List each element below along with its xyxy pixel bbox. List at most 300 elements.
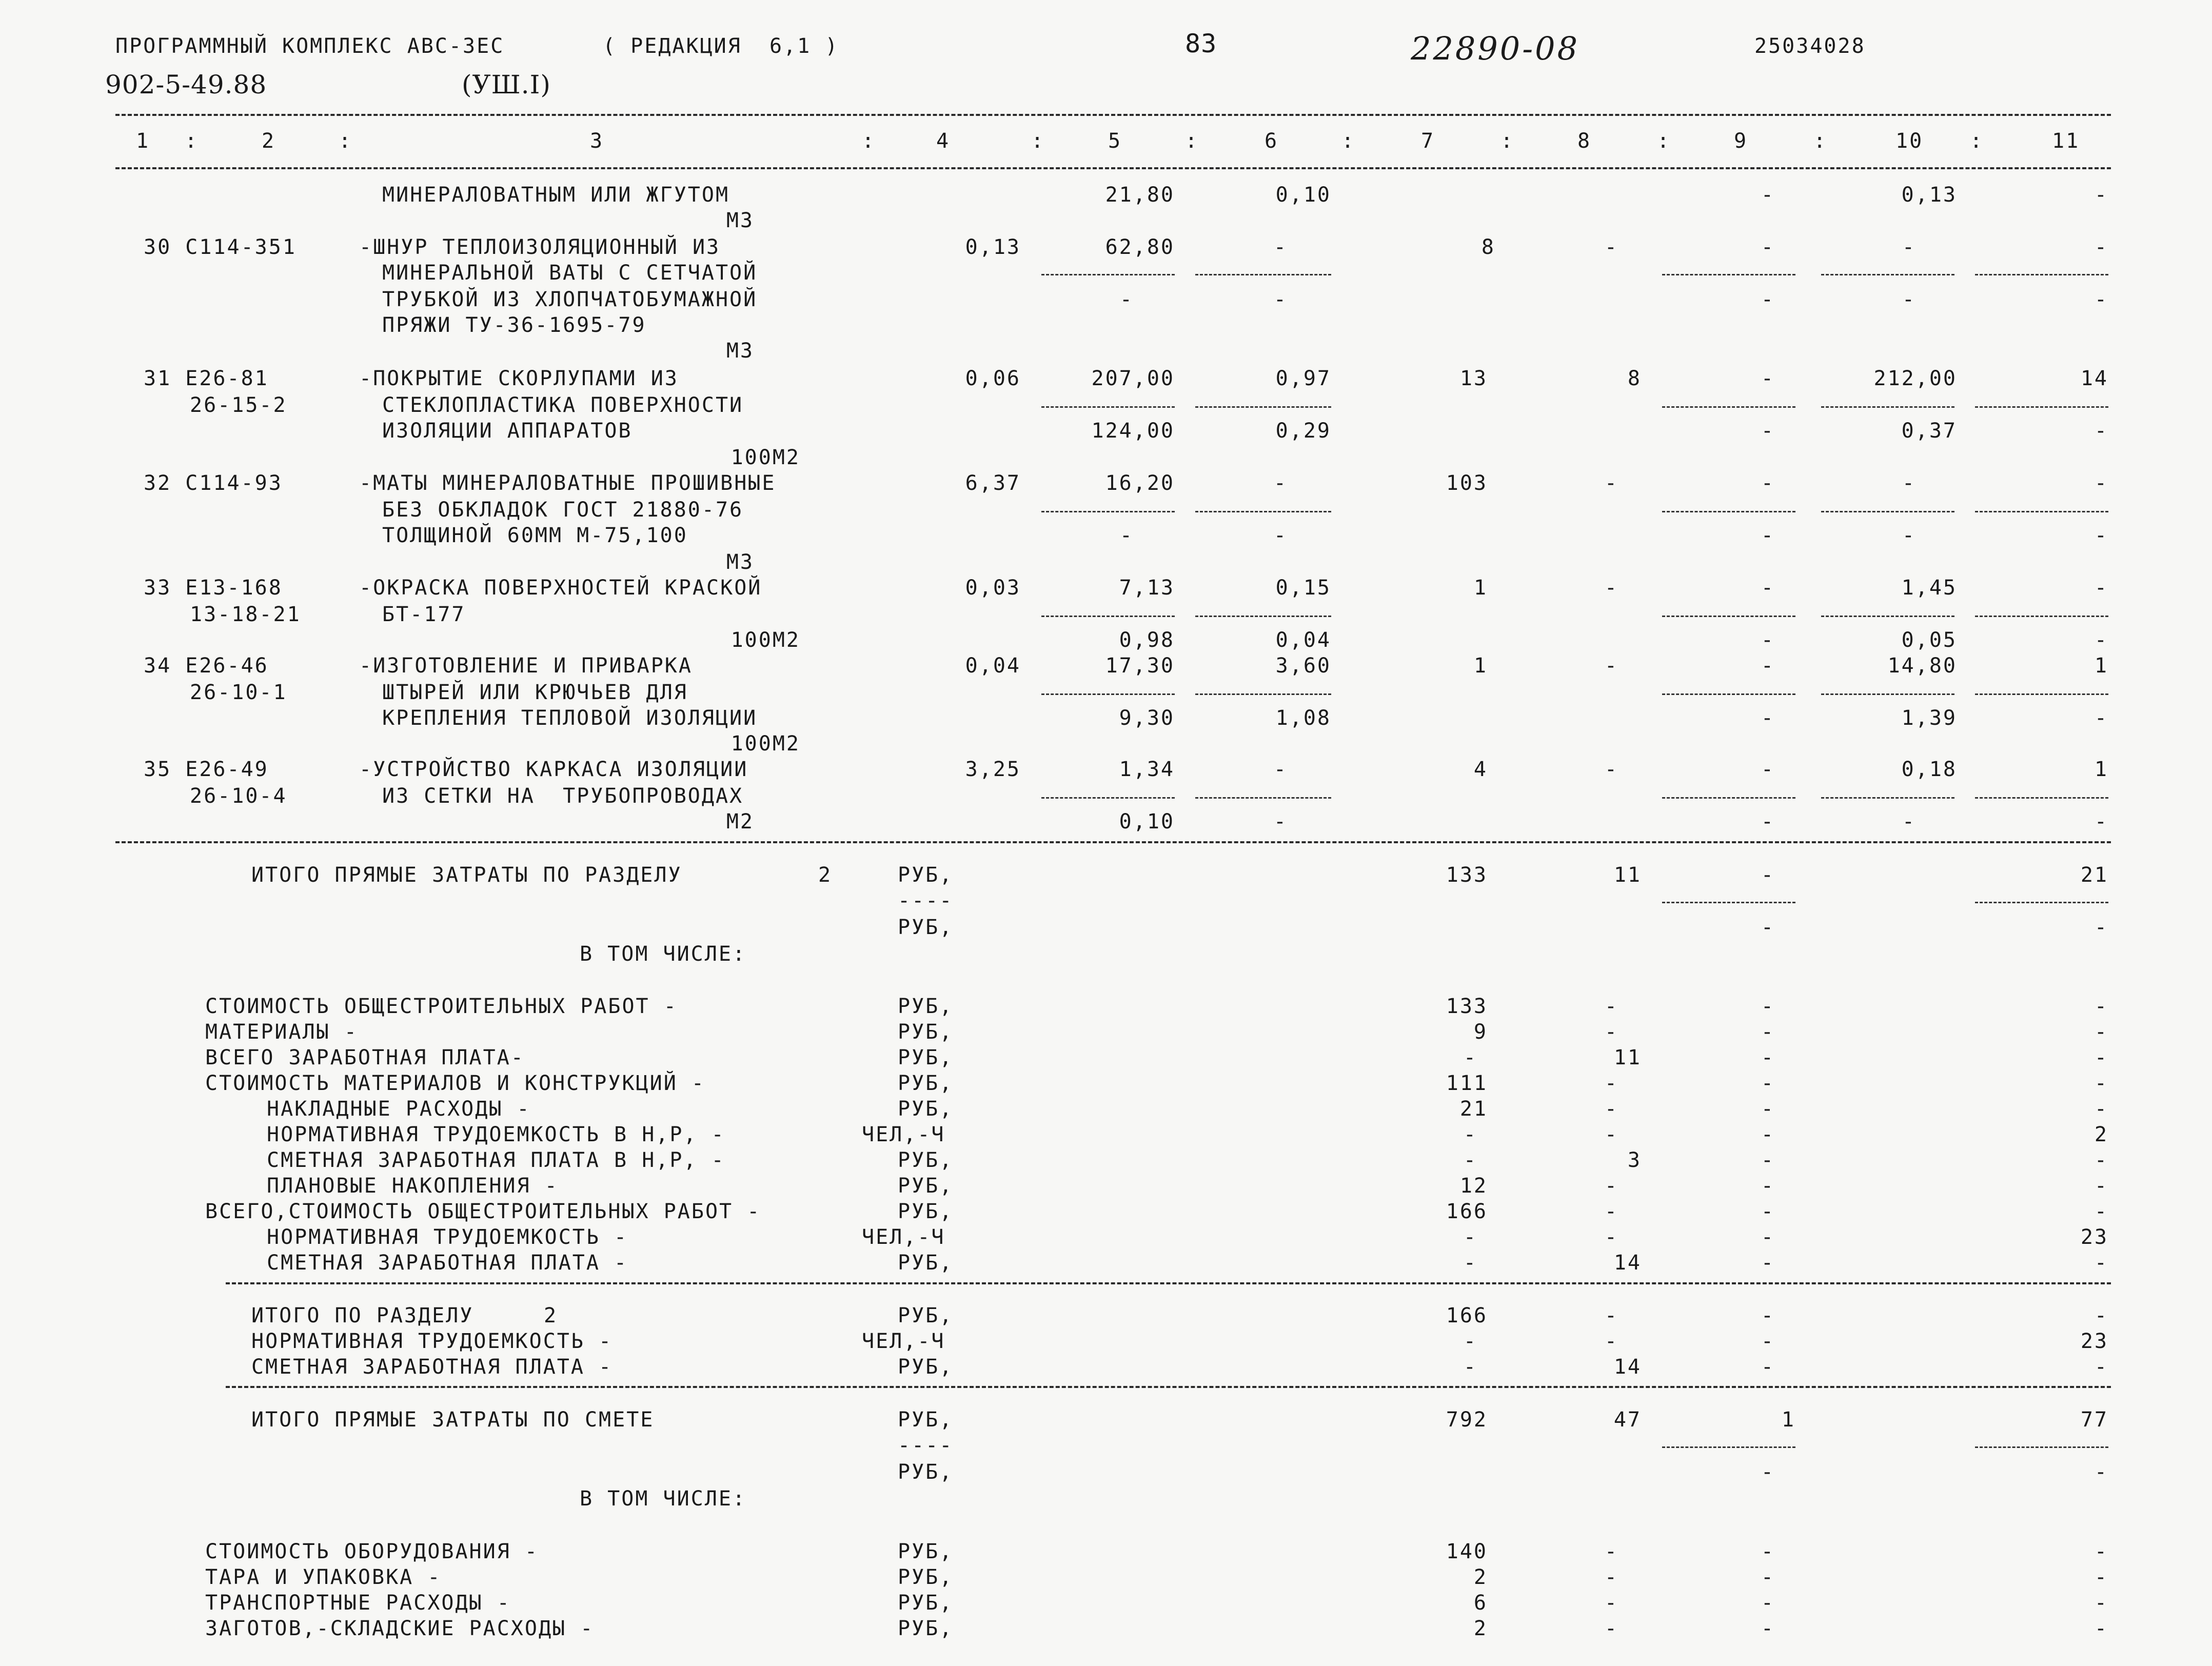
table-cell: -	[1761, 419, 1775, 443]
table-cell: 47	[1613, 1408, 1642, 1432]
table-cell: 1	[2094, 758, 2108, 781]
cell-divider	[1195, 616, 1331, 617]
table-cell: 1,08	[1275, 706, 1331, 730]
table-cell: -	[2094, 810, 2108, 834]
table-cell: 166	[1446, 1304, 1488, 1327]
table-cell: -	[1604, 1540, 1618, 1563]
table-cell: -	[2094, 1565, 2108, 1589]
table-cell: -	[1761, 1225, 1775, 1249]
table-cell: -	[1604, 1123, 1618, 1146]
table-cell: 1,34	[1119, 758, 1175, 781]
table-cell: 13-18-21	[190, 603, 301, 626]
table-cell: -	[1604, 1225, 1618, 1249]
table-cell: РУБ,	[898, 1174, 954, 1198]
table-cell: 3,60	[1275, 654, 1331, 678]
table-cell: -	[1761, 1251, 1775, 1275]
table-cell: 13	[1459, 367, 1488, 390]
table-cell: СМЕТНАЯ ЗАРАБОТНАЯ ПЛАТА -	[251, 1355, 613, 1379]
table-cell: 0,03	[965, 576, 1021, 600]
column-separator: :	[1970, 129, 1984, 153]
table-cell: 1	[1781, 1408, 1795, 1432]
table-cell: 6	[1473, 1591, 1488, 1615]
table-cell: 792	[1446, 1408, 1488, 1432]
table-cell: -	[1463, 1225, 1477, 1249]
table-cell: -	[1761, 1565, 1775, 1589]
cell-divider	[1195, 693, 1331, 695]
cell-divider	[1821, 511, 1954, 512]
table-cell: -	[1604, 576, 1618, 600]
column-header-4: 4	[936, 129, 951, 153]
section-divider	[115, 841, 2111, 843]
table-cell: М3	[726, 209, 754, 232]
table-cell: 3	[1627, 1148, 1642, 1172]
table-cell: 1	[1473, 654, 1488, 678]
table-cell: 0,13	[965, 235, 1021, 259]
table-cell: РУБ,	[898, 1565, 954, 1589]
table-cell: -	[1761, 1200, 1775, 1223]
table-cell: -	[2094, 1617, 2108, 1640]
table-cell: -	[1761, 1330, 1775, 1353]
table-cell: РУБ,	[898, 1540, 954, 1563]
table-cell: 8	[1627, 367, 1642, 390]
table-cell: -	[1761, 863, 1775, 887]
cell-divider	[1975, 274, 2108, 275]
table-cell: -	[2094, 471, 2108, 495]
table-cell: М2	[726, 810, 754, 834]
table-cell: 140	[1446, 1540, 1488, 1563]
table-cell: -	[2094, 1200, 2108, 1223]
table-cell: -	[2094, 235, 2108, 259]
table-cell: -ИЗГОТОВЛЕНИЕ И ПРИВАРКА	[359, 654, 693, 678]
table-cell: В ТОМ ЧИСЛЕ:	[580, 942, 746, 966]
table-cell: 0,97	[1275, 367, 1331, 390]
table-cell: БТ-177	[382, 603, 466, 626]
table-cell: -	[1604, 654, 1618, 678]
table-cell: 1	[2094, 654, 2108, 678]
column-header-8: 8	[1577, 129, 1592, 153]
cell-divider	[1662, 274, 1795, 275]
table-cell: ----	[898, 1434, 954, 1457]
cell-divider	[1975, 511, 2108, 512]
table-cell: 100М2	[730, 628, 800, 652]
table-cell: -	[1119, 288, 1134, 311]
cell-divider	[1975, 797, 2108, 799]
table-cell: 0,10	[1119, 810, 1175, 834]
table-cell: -	[2094, 576, 2108, 600]
table-cell: -	[1604, 1174, 1618, 1198]
table-cell: 14	[2080, 367, 2108, 390]
table-cell: СТОИМОСТЬ МАТЕРИАЛОВ И КОНСТРУКЦИЙ -	[205, 1072, 705, 1095]
table-cell: 0,18	[1901, 758, 1957, 781]
table-cell: ЧЕЛ,-Ч	[862, 1330, 945, 1353]
column-header-11: 11	[2052, 129, 2080, 153]
table-cell: ИТОГО ПРЯМЫЕ ЗАТРАТЫ ПО РАЗДЕЛУ	[251, 863, 682, 887]
table-cell: 1	[1473, 576, 1488, 600]
table-cell: ИЗОЛЯЦИИ АППАРАТОВ	[382, 419, 633, 443]
table-cell: 133	[1446, 995, 1488, 1018]
table-cell: РУБ,	[898, 1097, 954, 1121]
table-cell: 4	[1473, 758, 1488, 781]
table-cell: РУБ,	[898, 995, 954, 1018]
edition-label: ( РЕДАКЦИЯ 6,1 )	[603, 34, 839, 58]
table-cell: 26-10-1	[190, 681, 287, 704]
table-cell: -УСТРОЙСТВО КАРКАСА ИЗОЛЯЦИИ	[359, 758, 748, 781]
table-cell: РУБ,	[898, 916, 954, 939]
table-cell: 23	[2080, 1330, 2108, 1353]
table-cell: -	[1761, 288, 1775, 311]
column-separator: :	[1813, 129, 1828, 153]
table-cell: -	[1463, 1123, 1477, 1146]
table-cell: -	[1761, 235, 1775, 259]
table-cell: 2	[544, 1304, 558, 1327]
table-cell: 62,80	[1105, 235, 1175, 259]
cell-divider	[1975, 616, 2108, 617]
table-cell: ЗАГОТОВ,-СКЛАДСКИЕ РАСХОДЫ -	[205, 1617, 595, 1640]
table-cell: СТЕКЛОПЛАСТИКА ПОВЕРХНОСТИ	[382, 393, 744, 417]
table-cell: 30 С114-351	[144, 235, 297, 259]
table-cell: РУБ,	[898, 863, 954, 887]
table-cell: -	[1604, 235, 1618, 259]
table-cell: 17,30	[1105, 654, 1175, 678]
table-cell: -	[1761, 654, 1775, 678]
table-cell: -ПОКРЫТИЕ СКОРЛУПАМИ ИЗ	[359, 367, 679, 390]
table-cell: -	[1761, 916, 1775, 939]
cell-divider	[1821, 797, 1954, 799]
table-cell: 34 Е26-46	[144, 654, 269, 678]
table-cell: -	[1463, 1355, 1477, 1379]
table-cell: -	[1761, 1020, 1775, 1044]
table-cell: РУБ,	[898, 1591, 954, 1615]
table-cell: -	[1604, 1304, 1618, 1327]
cell-divider	[1821, 406, 1954, 408]
column-separator: :	[1031, 129, 1045, 153]
table-cell: 0,13	[1901, 183, 1957, 207]
table-cell: 9	[1473, 1020, 1488, 1044]
table-cell: 8	[1481, 235, 1495, 259]
table-cell: МАТЕРИАЛЫ -	[205, 1020, 358, 1044]
table-cell: -	[1463, 1046, 1477, 1069]
column-header-10: 10	[1895, 129, 1924, 153]
table-cell: НОРМАТИВНАЯ ТРУДОЕМКОСТЬ -	[251, 1330, 613, 1353]
column-separator: :	[339, 129, 353, 153]
table-cell: -	[1604, 471, 1618, 495]
table-cell: М3	[726, 339, 754, 363]
table-cell: -	[1902, 471, 1916, 495]
table-cell: -	[1604, 1072, 1618, 1095]
table-cell: 0,37	[1901, 419, 1957, 443]
table-cell: 11	[1613, 863, 1642, 887]
table-cell: -	[1761, 1591, 1775, 1615]
program-title: ПРОГРАММНЫЙ КОМПЛЕКС АВС-3ЕС	[115, 34, 505, 58]
table-cell: РУБ,	[898, 1020, 954, 1044]
column-separator: :	[1500, 129, 1515, 153]
table-cell: 6,37	[965, 471, 1021, 495]
table-cell: -	[2094, 1020, 2108, 1044]
cell-divider	[1195, 797, 1331, 799]
table-cell: МИНЕРАЛЬНОЙ ВАТЫ С СЕТЧАТОЙ	[382, 261, 758, 285]
table-cell: -	[1604, 1330, 1618, 1353]
table-cell: -	[1463, 1251, 1477, 1275]
column-separator: :	[185, 129, 199, 153]
table-cell: 3,25	[965, 758, 1021, 781]
table-cell: 9,30	[1119, 706, 1175, 730]
table-cell: -	[1604, 758, 1618, 781]
column-header-5: 5	[1108, 129, 1122, 153]
table-cell: -	[1761, 576, 1775, 600]
cell-divider	[1975, 902, 2108, 903]
table-cell: 31 Е26-81	[144, 367, 269, 390]
table-cell: В ТОМ ЧИСЛЕ:	[580, 1487, 746, 1511]
cell-divider	[1975, 406, 2108, 408]
table-cell: 14,80	[1887, 654, 1957, 678]
table-cell: -	[1463, 1148, 1477, 1172]
cell-divider	[1041, 693, 1175, 695]
table-cell: 207,00	[1091, 367, 1175, 390]
table-cell: 100М2	[730, 446, 800, 469]
table-cell: РУБ,	[898, 1617, 954, 1640]
table-cell: -	[1273, 471, 1288, 495]
table-cell: ИТОГО ПРЯМЫЕ ЗАТРАТЫ ПО СМЕТЕ	[251, 1408, 655, 1432]
table-cell: 0,15	[1275, 576, 1331, 600]
table-cell: РУБ,	[898, 1355, 954, 1379]
table-cell: -	[1761, 1460, 1775, 1484]
cell-divider	[1041, 274, 1175, 275]
table-cell: СТОИМОСТЬ ОБОРУДОВАНИЯ -	[205, 1540, 539, 1563]
column-header-6: 6	[1265, 129, 1279, 153]
cell-divider	[1821, 693, 1954, 695]
table-cell: -	[1604, 995, 1618, 1018]
section-divider	[226, 1282, 2111, 1284]
table-cell: 2	[1473, 1617, 1488, 1640]
table-cell: -	[1761, 1148, 1775, 1172]
table-cell: -	[2094, 995, 2108, 1018]
table-cell: СМЕТНАЯ ЗАРАБОТНАЯ ПЛАТА -	[267, 1251, 628, 1275]
table-cell: 2	[2094, 1123, 2108, 1146]
table-cell: -МАТЫ МИНЕРАЛОВАТНЫЕ ПРОШИВНЫЕ	[359, 471, 776, 495]
table-cell: -	[2094, 1540, 2108, 1563]
table-cell: РУБ,	[898, 1408, 954, 1432]
table-cell: -	[1761, 1540, 1775, 1563]
table-cell: -	[2094, 288, 2108, 311]
table-cell: -	[1761, 524, 1775, 547]
table-cell: 14	[1613, 1251, 1642, 1275]
table-cell: 23	[2080, 1225, 2108, 1249]
table-cell: 2	[1473, 1565, 1488, 1589]
table-cell: -	[2094, 1174, 2108, 1198]
table-cell: -	[1902, 524, 1916, 547]
table-cell: -	[2094, 524, 2108, 547]
table-cell: -	[1761, 471, 1775, 495]
table-cell: 35 Е26-49	[144, 758, 269, 781]
table-cell: РУБ,	[898, 1200, 954, 1223]
table-cell: ЧЕЛ,-Ч	[862, 1123, 945, 1146]
table-cell: 0,10	[1275, 183, 1331, 207]
table-cell: -	[1604, 1591, 1618, 1615]
table-cell: 21	[1459, 1097, 1488, 1121]
table-cell: -	[2094, 1304, 2108, 1327]
volume-label: (УШ.I)	[462, 70, 551, 100]
table-cell: -	[1604, 1020, 1618, 1044]
table-cell: 12	[1459, 1174, 1488, 1198]
cell-divider	[1975, 1446, 2108, 1448]
table-cell: 0,05	[1901, 628, 1957, 652]
table-cell: -	[1604, 1565, 1618, 1589]
table-cell: 33 Е13-168	[144, 576, 283, 600]
table-cell: -	[1761, 367, 1775, 390]
cell-divider	[1662, 511, 1795, 512]
column-header-7: 7	[1421, 129, 1435, 153]
table-cell: РУБ,	[898, 1072, 954, 1095]
table-cell: ПЛАНОВЫЕ НАКОПЛЕНИЯ -	[267, 1174, 559, 1198]
table-cell: 11	[1613, 1046, 1642, 1069]
column-header-1: 1	[136, 129, 150, 153]
table-cell: -	[1761, 1097, 1775, 1121]
table-cell: 14	[1613, 1355, 1642, 1379]
cell-divider	[1195, 406, 1331, 408]
cell-divider	[1041, 406, 1175, 408]
column-separator: :	[862, 129, 876, 153]
cell-divider	[1662, 406, 1795, 408]
cell-divider	[1821, 616, 1954, 617]
table-cell: -	[1273, 235, 1288, 259]
table-cell: 21,80	[1105, 183, 1175, 207]
table-cell: 21	[2080, 863, 2108, 887]
table-cell: ВСЕГО ЗАРАБОТНАЯ ПЛАТА-	[205, 1046, 525, 1069]
table-cell: -	[2094, 1072, 2108, 1095]
table-cell: 7,13	[1119, 576, 1175, 600]
table-cell: 26-15-2	[190, 393, 287, 417]
table-cell: -	[2094, 1046, 2108, 1069]
table-cell: ТРУБКОЙ ИЗ ХЛОПЧАТОБУМАЖНОЙ	[382, 288, 758, 311]
table-cell: 212,00	[1873, 367, 1957, 390]
table-cell: -	[1761, 1046, 1775, 1069]
table-cell: ТРАНСПОРТНЫЕ РАСХОДЫ -	[205, 1591, 511, 1615]
cell-divider	[1041, 511, 1175, 512]
table-cell: 103	[1446, 471, 1488, 495]
table-cell: -	[1761, 1617, 1775, 1640]
table-cell: -	[1604, 1097, 1618, 1121]
table-cell: -	[1761, 183, 1775, 207]
table-cell: -	[2094, 628, 2108, 652]
table-cell: 32 С114-93	[144, 471, 283, 495]
table-cell: 26-10-4	[190, 784, 287, 808]
project-code: 902-5-49.88	[105, 70, 267, 100]
table-cell: -	[1604, 1200, 1618, 1223]
table-cell: 0,29	[1275, 419, 1331, 443]
table-cell: -	[1604, 1617, 1618, 1640]
table-cell: -	[1761, 810, 1775, 834]
table-cell: -	[1761, 1072, 1775, 1095]
table-cell: ----	[898, 889, 954, 913]
table-cell: -	[2094, 706, 2108, 730]
table-cell: 100М2	[730, 732, 800, 756]
cell-divider	[1041, 616, 1175, 617]
column-separator: :	[1341, 129, 1356, 153]
table-cell: ПРЯЖИ ТУ-36-1695-79	[382, 313, 646, 337]
table-cell: 166	[1446, 1200, 1488, 1223]
table-cell: 2	[818, 863, 833, 887]
section-divider	[115, 114, 2111, 116]
table-cell: -ОКРАСКА ПОВЕРХНОСТЕЙ КРАСКОЙ	[359, 576, 762, 600]
table-cell: -	[2094, 1460, 2108, 1484]
document-number: 25034028	[1754, 34, 1866, 58]
table-cell: 1,39	[1901, 706, 1957, 730]
table-cell: СМЕТНАЯ ЗАРАБОТНАЯ ПЛАТА В Н,Р, -	[267, 1148, 725, 1172]
table-cell: -	[1761, 995, 1775, 1018]
table-cell: -	[2094, 1097, 2108, 1121]
cell-divider	[1821, 274, 1954, 275]
table-cell: -	[2094, 916, 2108, 939]
cell-divider	[1662, 902, 1795, 903]
cell-divider	[1662, 693, 1795, 695]
table-cell: М3	[726, 550, 754, 574]
table-cell: РУБ,	[898, 1148, 954, 1172]
table-cell: НОРМАТИВНАЯ ТРУДОЕМКОСТЬ -	[267, 1225, 628, 1249]
table-cell: 0,04	[965, 654, 1021, 678]
column-header-3: 3	[590, 129, 604, 153]
column-header-2: 2	[262, 129, 276, 153]
table-cell: 16,20	[1105, 471, 1175, 495]
section-divider	[226, 1386, 2111, 1388]
cell-divider	[1975, 693, 2108, 695]
page-number: 83	[1185, 29, 1217, 58]
table-cell: -	[1273, 288, 1288, 311]
table-cell: -	[1463, 1330, 1477, 1353]
table-cell: -	[1761, 1174, 1775, 1198]
table-cell: -	[1761, 1123, 1775, 1146]
table-cell: 1,45	[1901, 576, 1957, 600]
table-cell: РУБ,	[898, 1251, 954, 1275]
table-cell: ИЗ СЕТКИ НА ТРУБОПРОВОДАХ	[382, 784, 744, 808]
table-cell: -	[1761, 628, 1775, 652]
table-cell: -	[2094, 1148, 2108, 1172]
table-cell: ИТОГО ПО РАЗДЕЛУ	[251, 1304, 474, 1327]
table-cell: -	[1761, 1355, 1775, 1379]
table-cell: 0,98	[1119, 628, 1175, 652]
table-cell: -	[2094, 1591, 2108, 1615]
table-cell: ЧЕЛ,-Ч	[862, 1225, 945, 1249]
table-cell: НОРМАТИВНАЯ ТРУДОЕМКОСТЬ В Н,Р, -	[267, 1123, 725, 1146]
cell-divider	[1195, 511, 1331, 512]
table-cell: -	[1273, 524, 1288, 547]
table-cell: 111	[1446, 1072, 1488, 1095]
cell-divider	[1195, 274, 1331, 275]
table-cell: ШТЫРЕЙ ИЛИ КРЮЧЬЕВ ДЛЯ	[382, 681, 688, 704]
table-cell: КРЕПЛЕНИЯ ТЕПЛОВОЙ ИЗОЛЯЦИИ	[382, 706, 758, 730]
cell-divider	[1662, 1446, 1795, 1448]
table-cell: -	[1761, 706, 1775, 730]
table-cell: -	[2094, 419, 2108, 443]
table-cell: 124,00	[1091, 419, 1175, 443]
table-cell: -	[1902, 810, 1916, 834]
table-cell: -	[1119, 524, 1134, 547]
table-cell: -	[1902, 235, 1916, 259]
table-cell: -	[2094, 1355, 2108, 1379]
table-cell: ТАРА И УПАКОВКА -	[205, 1565, 442, 1589]
table-cell: 77	[2080, 1408, 2108, 1432]
cell-divider	[1041, 797, 1175, 799]
table-cell: 133	[1446, 863, 1488, 887]
table-cell: РУБ,	[898, 1046, 954, 1069]
table-cell: 0,06	[965, 367, 1021, 390]
table-cell: СТОИМОСТЬ ОБЩЕСТРОИТЕЛЬНЫХ РАБОТ -	[205, 995, 678, 1018]
table-cell: 0,04	[1275, 628, 1331, 652]
table-cell: РУБ,	[898, 1304, 954, 1327]
table-cell: -	[2094, 183, 2108, 207]
table-cell: -	[1761, 1304, 1775, 1327]
section-divider	[115, 167, 2111, 169]
table-cell: НАКЛАДНЫЕ РАСХОДЫ -	[267, 1097, 531, 1121]
